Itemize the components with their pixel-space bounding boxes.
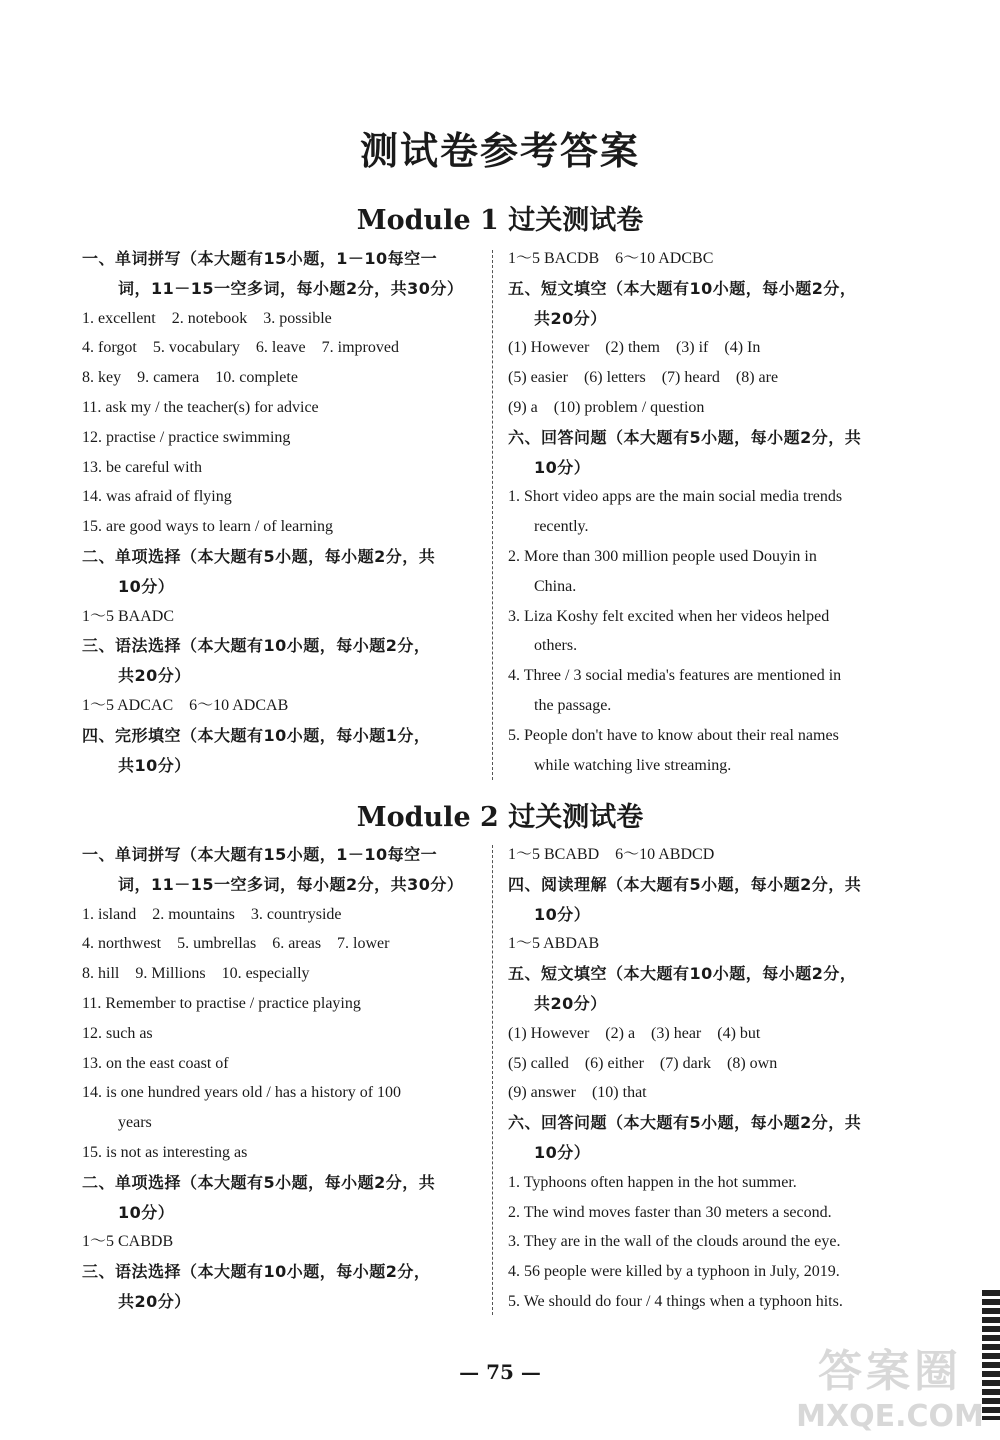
answer-line: 4. Three / 3 social media's features are mentioned in	[508, 667, 842, 685]
answer-line: 8. key 9. camera 10. complete	[82, 369, 298, 387]
section-heading: 10分）	[534, 904, 591, 924]
answer-line: others.	[534, 637, 578, 655]
section-heading: 10分）	[534, 1142, 591, 1162]
section-heading: 10分）	[118, 576, 175, 596]
section-heading: 五、短文填空（本大题有10小题，每小题2分，	[508, 278, 857, 298]
answer-line: 1. island 2. mountains 3. countryside	[82, 905, 342, 923]
page-number: — 75 —	[459, 1360, 541, 1384]
section-heading: 词，11－15一空多词，每小题2分，共30分）	[118, 874, 464, 894]
answer-line: 15. are good ways to learn / of learning	[82, 518, 334, 536]
answer-line: 3. They are in the wall of the clouds around the eye.	[508, 1233, 841, 1251]
module-2-right-column	[508, 840, 903, 1317]
answer-line: 1～5 BCABD 6～10 ABDCD	[508, 846, 715, 863]
section-heading: 共20分）	[534, 308, 607, 328]
section-heading: 共20分）	[534, 993, 607, 1013]
section-heading: 三、语法选择（本大题有10小题，每小题2分，	[82, 636, 431, 656]
answer-line: 2. More than 300 million people used Douyin in	[508, 547, 817, 565]
answer-line: 1～5 CABDB	[82, 1233, 174, 1251]
answer-line: (5) called (6) either (7) dark (8) own	[508, 1054, 778, 1072]
answer-line: 13. be careful with	[82, 458, 202, 476]
answer-line: (9) a (10) problem / question	[508, 398, 705, 416]
section-heading: 四、阅读理解（本大题有5小题，每小题2分，共	[508, 874, 862, 894]
page-title: 测试卷参考答案	[359, 129, 640, 173]
answer-line: 15. is not as interesting as	[82, 1143, 248, 1161]
answer-line: 14. was afraid of flying	[82, 488, 232, 506]
answer-line: 5. We should do four / 4 things when a typhoon hits.	[508, 1292, 843, 1310]
module-1-title: Module 1 过关测试卷	[356, 205, 644, 236]
answer-line: (1) However (2) a (3) hear (4) but	[508, 1024, 761, 1042]
answer-line: recently.	[534, 518, 589, 536]
section-heading: 二、单项选择（本大题有5小题，每小题2分，共	[82, 1172, 436, 1192]
answer-line: 4. northwest 5. umbrellas 6. areas 7. lower	[82, 935, 390, 953]
watermark-url: MXQE.COM	[796, 1399, 984, 1434]
module-2-title: Module 2 过关测试卷	[356, 802, 644, 833]
answer-line: 1～5 BAADC	[82, 607, 175, 625]
answer-line: 11. Remember to practise / practice playing	[82, 994, 361, 1012]
module-2-left-column	[82, 840, 482, 1317]
section-heading: 六、回答问题（本大题有5小题，每小题2分，共	[508, 1113, 862, 1133]
answer-line: 1～5 BACDB 6～10 ADCBC	[508, 250, 714, 267]
answer-line: the passage.	[534, 696, 612, 714]
answer-line: China.	[534, 577, 577, 595]
answer-line: (5) easier (6) letters (7) heard (8) are	[508, 369, 779, 387]
watermark-text: 答案圈	[818, 1346, 962, 1397]
answer-line: 1. Short video apps are the main social media trends	[508, 488, 843, 506]
answer-line: 8. hill 9. Millions 10. especially	[82, 965, 310, 983]
answer-line: (1) However (2) them (3) if (4) In	[508, 339, 761, 357]
answer-line: 3. Liza Koshy felt excited when her videos helped	[508, 607, 830, 625]
answer-line: 1～5 ABDAB	[508, 935, 600, 953]
answer-line: years	[118, 1114, 152, 1132]
section-heading: 六、回答问题（本大题有5小题，每小题2分，共	[508, 427, 862, 447]
column-divider	[492, 250, 493, 780]
answer-line: while watching live streaming.	[534, 756, 732, 774]
answer-line: 5. People don't have to know about their real names	[508, 726, 839, 744]
section-heading: 三、语法选择（本大题有10小题，每小题2分，	[82, 1262, 431, 1282]
answer-line: 2. The wind moves faster than 30 meters a second.	[508, 1203, 832, 1221]
section-heading: 四、完形填空（本大题有10小题，每小题1分，	[82, 725, 431, 745]
watermark-logo	[790, 1335, 990, 1435]
answer-line: 14. is one hundred years old / has a history of 100	[82, 1084, 402, 1102]
answer-line: 1. Typhoons often happen in the hot summer.	[508, 1173, 797, 1191]
answer-line: 4. 56 people were killed by a typhoon in July, 2019.	[508, 1263, 840, 1281]
answer-line: (9) answer (10) that	[508, 1084, 647, 1102]
section-heading: 共20分）	[118, 666, 191, 686]
section-heading: 共10分）	[118, 755, 191, 775]
section-heading: 共20分）	[118, 1291, 191, 1311]
section-heading: 10分）	[118, 1202, 175, 1222]
section-heading: 二、单项选择（本大题有5小题，每小题2分，共	[82, 546, 436, 566]
answer-line: 13. on the east coast of	[82, 1054, 229, 1072]
answer-line: 12. practise / practice swimming	[82, 428, 291, 446]
column-divider	[492, 845, 493, 1315]
answer-line: 1～5 ADCAC 6～10 ADCAB	[82, 696, 289, 714]
answer-line: 11. ask my / the teacher(s) for advice	[82, 398, 319, 416]
answer-line: 4. forgot 5. vocabulary 6. leave 7. improved	[82, 339, 399, 357]
answer-line: 1. excellent 2. notebook 3. possible	[82, 309, 332, 327]
module-1-left-column	[82, 244, 482, 780]
section-heading: 一、单词拼写（本大题有15小题，1－10每空一	[82, 845, 438, 864]
section-heading: 五、短文填空（本大题有10小题，每小题2分，	[508, 964, 857, 984]
answer-line: 12. such as	[82, 1024, 153, 1042]
section-heading: 词，11－15一空多词，每小题2分，共30分）	[118, 278, 464, 298]
module-1-right-column	[508, 244, 903, 780]
section-heading: 一、单词拼写（本大题有15小题，1－10每空一	[82, 249, 438, 268]
section-heading: 10分）	[534, 457, 591, 477]
